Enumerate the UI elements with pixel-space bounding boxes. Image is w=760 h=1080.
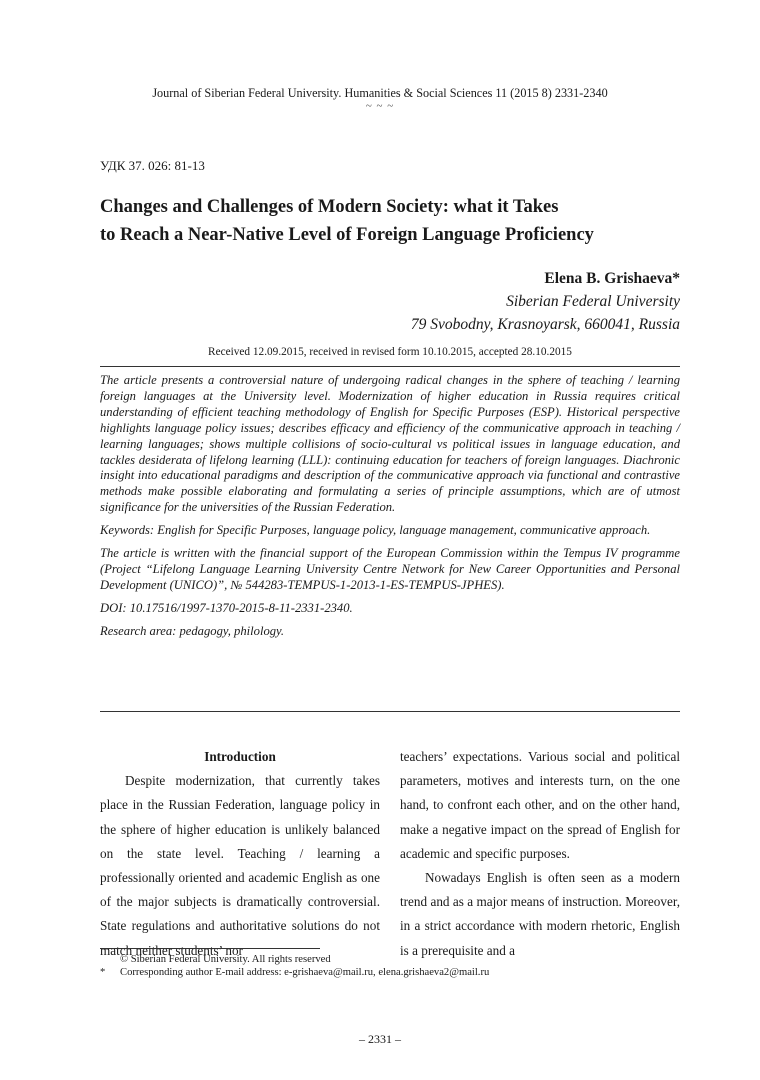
journal-header: Journal of Siberian Federal University. Humanities & Social Sciences 11 (2015 8) 2331-2340 xyxy=(152,86,608,100)
abstract-top-rule xyxy=(100,366,680,367)
intro-heading: Introduction xyxy=(204,749,276,764)
footnote-mark: * xyxy=(100,967,106,978)
corresponding-text: Corresponding author E-mail address: e-grishaeva@mail.ru, elena.grishaeva2@mail.ru xyxy=(120,967,490,978)
author-name: Elena B. Grishaeva* xyxy=(544,270,680,287)
abstract-text: The article presents a controversial nature of undergoing radical changes in the sphere of teaching / learning foreign languages at the University level. Modernization of higher education in Russia requires critical understanding of efficient teaching methodology of English for Specific Purposes (ESP). Historical perspective highlights language policy issues; describes efficacy and efficiency of the communicative approach in teaching / learning languages; shows multiple collisions of socio-cultural vs political issues in language education, and tackles desiderata of lifelong learning (LLL): continuing education for teachers of foreign languages. Diachronic insight into educational paradigms and description of the communicative approach via functional and contrastive methods make possible elaborating and formulating a series of principle assumptions, which are of utmost significance for the universities of the Russian Federation. xyxy=(100,373,680,515)
body-right-column xyxy=(400,745,680,963)
keywords: Keywords: English for Specific Purposes, language policy, language management, communicative approach. xyxy=(100,523,651,538)
udc-code: УДК 37. 026: 81-13 xyxy=(100,158,205,173)
footnote-rule xyxy=(100,948,320,949)
author-block xyxy=(411,267,680,336)
intro-paragraph-1-cont: teachers’ expectations. Various social and political parameters, motives and interests turn, on the one hand, to confront each other, and on the other hand, make a negative impact on the spread of English for academic and specific purposes. xyxy=(400,749,680,861)
article-title xyxy=(100,193,680,249)
title-line-2: to Reach a Near-Native Level of Foreign Language Proficiency xyxy=(100,225,594,245)
title-line-1: Changes and Challenges of Modern Society: what it Takes xyxy=(100,197,559,217)
body-left-column xyxy=(100,745,380,963)
intro-paragraph-1: Despite modernization, that currently takes place in the Russian Federation, language policy in the sphere of higher education is unlikely balanced on the state level. Teaching / learning a professionally oriented and academic English as one of the major subjects is dramatically controversial. State regulations and authoritative solutions do not match neither students’ nor xyxy=(100,773,380,958)
funding-note: The article is written with the financial support of the European Commission within the Tempus IV programme (Project “Lifelong Language Learning University Centre Network for New Career Opportunities and Personal Development (UNICO)”, № 544283-TEMPUS-1-2013-1-ES-TEMPUS-JPHES). xyxy=(100,546,680,592)
abstract xyxy=(100,373,680,647)
abstract-bottom-rule xyxy=(100,711,680,712)
header-ornament: ~ ~ ~ xyxy=(365,100,395,112)
intro-paragraph-2: Nowadays English is often seen as a modern trend and as a major means of instruction. Moreover, in a strict accordance with modern rhetoric, English is a prerequisite and a xyxy=(400,870,680,958)
page-number: – 2331 – xyxy=(359,1032,401,1046)
author-address: 79 Svobodny, Krasnoyarsk, 660041, Russia xyxy=(410,316,680,333)
footnote-copyright xyxy=(100,953,331,966)
author-affiliation: Siberian Federal University xyxy=(506,293,680,310)
research-area: Research area: pedagogy, philology. xyxy=(100,623,285,638)
footnote-corresponding xyxy=(100,966,489,979)
copyright-text: © Siberian Federal University. All rights reserved xyxy=(120,954,331,965)
doi: DOI: 10.17516/1997-1370-2015-8-11-2331-2340. xyxy=(100,600,353,615)
received-dates: Received 12.09.2015, received in revised form 10.10.2015, accepted 28.10.2015 xyxy=(208,346,572,358)
